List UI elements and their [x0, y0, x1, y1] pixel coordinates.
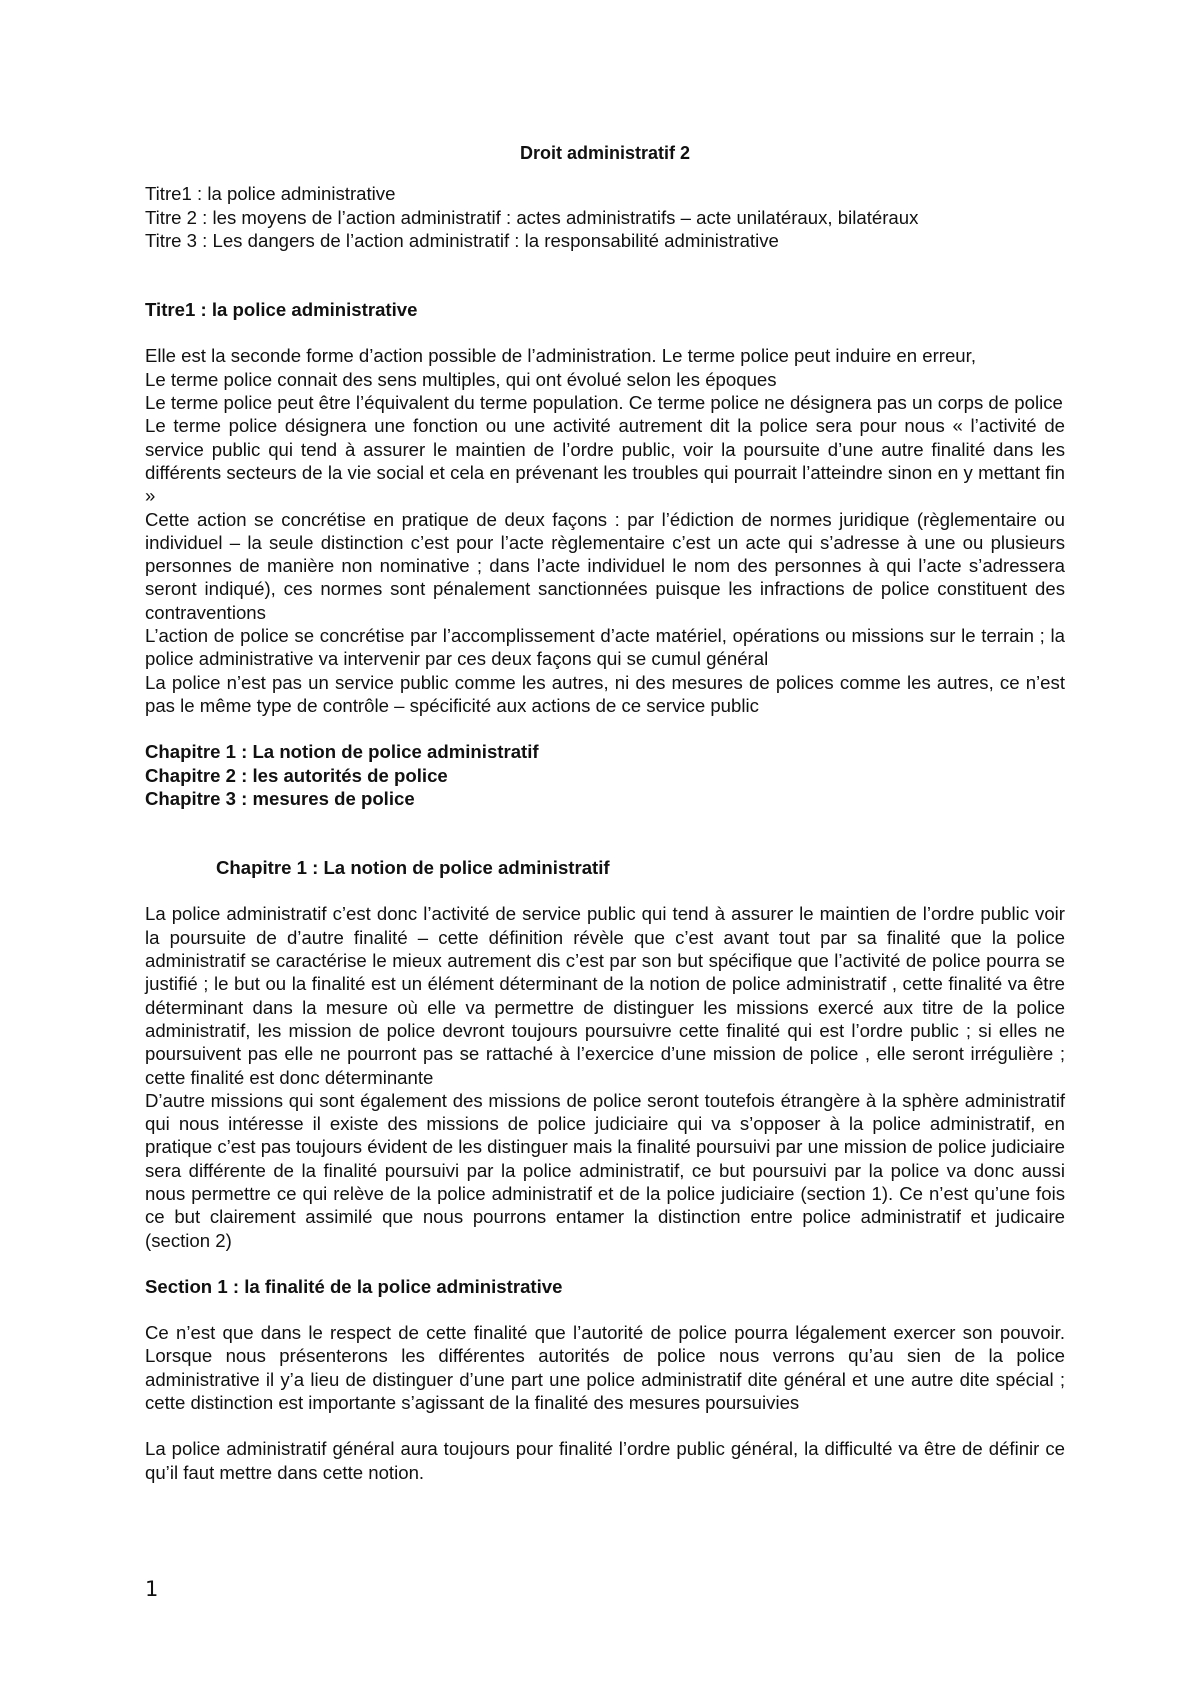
page-number: 1: [145, 1577, 159, 1601]
paragraph: L’action de police se concrétise par l’accomplissement d’acte matériel, opérations ou missions sur le terrain ; la police administrative va intervenir par ces deux façons qui se cumul général: [145, 625, 1065, 670]
spacer: [145, 252, 1065, 298]
spacer: [145, 810, 1065, 856]
chapter-list: [145, 740, 1065, 810]
paragraph: Cette action se concrétise en pratique de deux façons : par l’édiction de normes juridique (règlementaire ou individuel – la seule distinction c’est pour l’acte règlementaire c’est un acte qui s’adresse à une ou plusieurs personnes de manière non nominative ; dans l’acte individuel le nom des personnes à qui l’acte s’adressera seront indiqué), ces normes sont pénalement sanctionnées puisque les infractions de police constituent des contraventions: [145, 508, 1065, 623]
paragraph: Le terme police connait des sens multiples, qui ont évolué selon les époques: [145, 368, 777, 390]
paragraph: D’autre missions qui sont également des missions de police seront toutefois étrangère à la sphère administratif qui nous intéresse il existe des missions de police judiciaire qui va s’opposer à la police administratif, en pratique c’est pas toujours évident de les distinguer mais la finalité poursuivi par une mission de police judiciaire sera différente de la finalité poursuivi par la police administratif, ce but poursuivi par la police va donc aussi nous permettre ce qui relève de la police administratif et de la police judiciaire (section 1). Ce n’est qu’une fois ce but clairement assimilé que nous pourrons entamer la distinction entre police administratif et judicaire (section 2): [145, 1089, 1065, 1251]
chapter-item-1: Chapitre 1 : La notion de police administratif: [145, 741, 539, 763]
paragraph: Le terme police peut être l’équivalent du terme population. Ce terme police ne désignera pas un corps de police: [145, 392, 1063, 414]
paragraph: Le terme police désignera une fonction ou une activité autrement dit la police sera pour nous « l’activité de service public qui tend à assurer le maintien de l’ordre public, voir la poursuite d’une autre finalité dans les différents secteurs de la vie social et cela en prévenant les troubles qui pourrait l’atteindre sinon en y mettant fin »: [145, 415, 1065, 507]
chapitre1-body: [145, 902, 1065, 1251]
document-title: Droit administratif 2: [519, 143, 691, 163]
paragraph: La police administratif général aura toujours pour finalité l’ordre public général, la difficulté va être de définir ce qu’il faut mettre dans cette notion.: [145, 1438, 1065, 1483]
paragraph: La police administratif c’est donc l’activité de service public qui tend à assurer le maintien de l’ordre public voir la poursuite de d’autre finalité – cette définition révèle que c’est avant tout par sa finalité que la police administratif se caractérise le mieux autrement dis c’est par son but spécifique que l’activité de police pourra se justifié ; le but ou la finalité est un élément déterminant de la notion de police administratif , cette finalité va être déterminant dans la mesure où elle va permettre de distinguer les missions exercé aux titre de la police administratif, les mission de police devront toujours poursuivre cette finalité qui est l’ordre public ; si elles ne poursuivent pas elle ne pourront pas se rattaché à l’exercice d’une mission de police , elle seront irrégulière ; cette finalité est donc déterminante: [145, 903, 1065, 1088]
section1-heading: Section 1 : la finalité de la police administrative: [145, 1275, 563, 1297]
outline-item-titre2: Titre 2 : les moyens de l’action administratif : actes administratifs – acte unilatéraux, bilatéraux: [145, 206, 919, 228]
outline-item-titre3: Titre 3 : Les dangers de l’action administratif : la responsabilité administrative: [145, 229, 779, 251]
spacer: [145, 879, 1065, 902]
spacer: [145, 1414, 1065, 1437]
chapitre1-heading: Chapitre 1 : La notion de police administratif: [216, 857, 610, 879]
spacer: [145, 1252, 1065, 1275]
section1-body: [145, 1321, 1065, 1484]
paragraph: Elle est la seconde forme d’action possible de l’administration. Le terme police peut induire en erreur,: [145, 345, 976, 367]
titre1-body: [145, 344, 1065, 717]
spacer: [145, 1298, 1065, 1321]
page-content: [145, 142, 1065, 1484]
spacer: [145, 717, 1065, 740]
outline: [145, 182, 1065, 252]
titre1-heading: Titre1 : la police administrative: [145, 299, 418, 321]
spacer: [145, 321, 1065, 344]
chapter-item-2: Chapitre 2 : les autorités de police: [145, 764, 448, 786]
paragraph: Ce n’est que dans le respect de cette finalité que l’autorité de police pourra légalement exercer son pouvoir. Lorsque nous présenterons les différentes autorités de police nous verrons qu’au sien de la police administrative il y’a lieu de distinguer d’une part une police administratif dite général et une autre dite spécial ; cette distinction est importante s’agissant de la finalité des mesures poursuivies: [145, 1322, 1065, 1414]
outline-item-titre1: Titre1 : la police administrative: [145, 183, 396, 205]
chapter-item-3: Chapitre 3 : mesures de police: [145, 787, 415, 809]
paragraph: La police n’est pas un service public comme les autres, ni des mesures de polices comme les autres, ce n’est pas le même type de contrôle – spécificité aux actions de ce service public: [145, 671, 1065, 716]
